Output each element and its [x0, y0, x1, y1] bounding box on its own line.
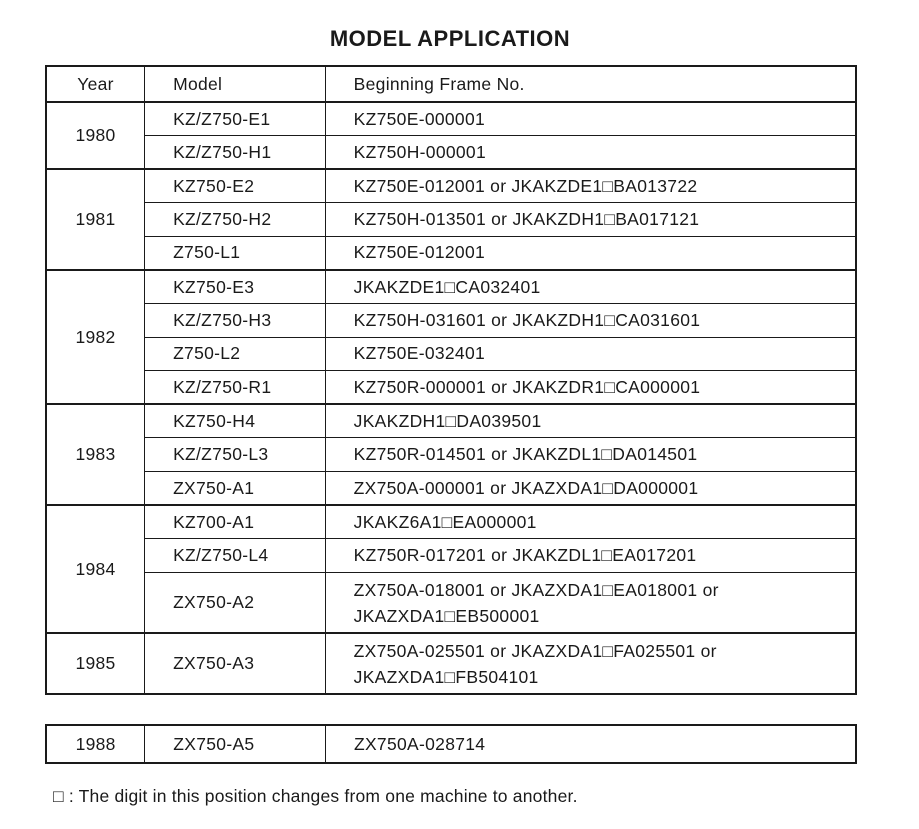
year-cell: 1983	[46, 404, 145, 505]
frame-cell: ZX750A-028714	[325, 725, 856, 763]
table-row	[46, 304, 856, 338]
year-cell: 1981	[46, 169, 145, 270]
year-group-1981	[46, 169, 856, 270]
table-row	[46, 572, 856, 633]
table-row	[46, 236, 856, 270]
table-row	[46, 472, 856, 506]
frame-cell: KZ750H-031601 or JKAKZDH1□CA031601	[325, 304, 856, 338]
table-header-row	[46, 66, 856, 102]
table-row	[46, 633, 856, 694]
table-row	[46, 505, 856, 539]
year-group-1982	[46, 270, 856, 404]
year-cell: 1985	[46, 633, 145, 694]
table-row	[46, 270, 856, 304]
page-title: MODEL APPLICATION	[329, 26, 571, 51]
frame-column-header: Beginning Frame No.	[325, 66, 856, 102]
model-cell: KZ/Z750-E1	[145, 102, 326, 136]
frame-cell: JKAKZ6A1□EA000001	[325, 505, 856, 539]
frame-cell: KZ750E-012001	[325, 236, 856, 270]
table-row	[46, 337, 856, 371]
table-row	[46, 169, 856, 203]
table-row	[46, 203, 856, 237]
year-group-1983	[46, 404, 856, 505]
model-cell: ZX750-A1	[145, 472, 326, 506]
table-row	[46, 539, 856, 573]
model-cell: KZ750-E3	[145, 270, 326, 304]
model-cell: KZ/Z750-H3	[145, 304, 326, 338]
frame-cell: KZ750H-013501 or JKAKZDH1□BA017121	[325, 203, 856, 237]
frame-cell: ZX750A-000001 or JKAZXDA1□DA000001	[325, 472, 856, 506]
model-cell: ZX750-A5	[145, 725, 326, 763]
table-row	[46, 725, 856, 763]
table-row	[46, 404, 856, 438]
frame-cell: JKAKZDH1□DA039501	[325, 404, 856, 438]
frame-cell: KZ750R-000001 or JKAKZDR1□CA000001	[325, 371, 856, 405]
model-application-table	[45, 65, 857, 695]
table-row	[46, 371, 856, 405]
frame-cell: ZX750A-018001 or JKAZXDA1□EA018001 or JKAZXDA1□EB500001	[325, 572, 856, 633]
frame-cell: ZX750A-025501 or JKAZXDA1□FA025501 or JKAZXDA1□FB504101	[325, 633, 856, 694]
year-group-1980	[46, 102, 856, 169]
model-cell: KZ/Z750-H1	[145, 136, 326, 170]
frame-cell: KZ750R-017201 or JKAKZDL1□EA017201	[325, 539, 856, 573]
footnote: □ : The digit in this position changes from one machine to another.	[53, 786, 578, 806]
frame-cell: KZ750H-000001	[325, 136, 856, 170]
model-application-table-1988	[45, 724, 857, 764]
model-cell: Z750-L2	[145, 337, 326, 371]
frame-cell: KZ750R-014501 or JKAKZDL1□DA014501	[325, 438, 856, 472]
frame-cell: KZ750E-032401	[325, 337, 856, 371]
frame-cell: KZ750E-012001 or JKAKZDE1□BA013722	[325, 169, 856, 203]
model-cell: KZ700-A1	[145, 505, 326, 539]
model-column-header: Model	[145, 66, 326, 102]
table-row	[46, 102, 856, 136]
model-cell: Z750-L1	[145, 236, 326, 270]
year-cell: 1980	[46, 102, 145, 169]
year-cell: 1984	[46, 505, 145, 633]
year-group-1985	[46, 633, 856, 694]
model-cell: KZ/Z750-L3	[145, 438, 326, 472]
frame-cell: JKAKZDE1□CA032401	[325, 270, 856, 304]
table-row	[46, 136, 856, 170]
model-cell: KZ/Z750-H2	[145, 203, 326, 237]
table-row	[46, 438, 856, 472]
year-cell: 1982	[46, 270, 145, 404]
year-cell: 1988	[46, 725, 145, 763]
year-column-header: Year	[46, 66, 145, 102]
model-cell: KZ/Z750-R1	[145, 371, 326, 405]
frame-cell: KZ750E-000001	[325, 102, 856, 136]
model-cell: KZ750-E2	[145, 169, 326, 203]
model-cell: KZ/Z750-L4	[145, 539, 326, 573]
model-cell: ZX750-A3	[145, 633, 326, 694]
model-cell: KZ750-H4	[145, 404, 326, 438]
year-group-1984	[46, 505, 856, 633]
model-cell: ZX750-A2	[145, 572, 326, 633]
